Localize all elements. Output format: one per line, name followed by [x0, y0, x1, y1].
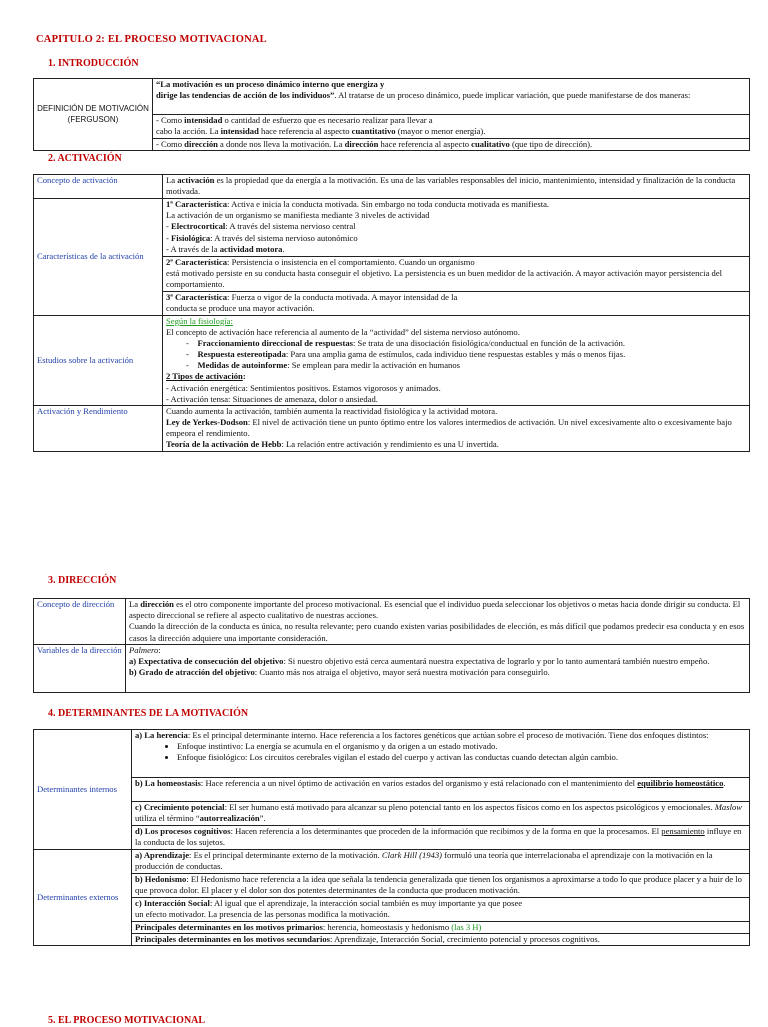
activacion-concepto: La activación es la propiedad que da energía a la motivación. Es una de las variables responsables del inicio, mantenimiento, intensidad y finalización de la conducta motivada. — [163, 175, 750, 199]
activacion-caract-label: Características de la activación — [34, 199, 163, 316]
quote-line-1: “La motivación es un proceso dinámico interno que energiza y — [156, 79, 385, 89]
enfoque-fisiologico: • Enfoque fisiológico: Los circuitos cerebrales vigilan el estado del cuerpo y activan las conductas cuando detectan algún cambio. — [177, 752, 746, 763]
caracteristica-2: 2ª Característica: Persistencia o insistencia en el comportamiento. Cuando un organismo está motivado persiste en su conducta hasta conseguir el objetivo. La persistencia es un buen medidor de la activación. A mayor activación mayor persistencia del comportamiento. — [163, 257, 750, 292]
direccion-concepto: La dirección es el otro componente importante del proceso motivacional. Es esencial que el individuo pueda seleccionar los objetivos o metas hacia donde dirigir su conducta. El aspecto direccional se refiere al aspecto cualitativo de nuestras acciones. Cuando la dirección de la conducta es única, no resulta relevante; pero cuando existen varias posibilidades de elección, es más difícil que podamos predecir esa conducta y en esos casos la dirección adquiere una importante consideración. — [126, 599, 750, 645]
caracteristica-3: 3ª Característica: Fuerza o vigor de la conducta motivada. A mayor intensidad de la conducta se produce una mayor activación. — [163, 291, 750, 315]
interaccion-social: c) Interacción Social: Al igual que el aprendizaje, la interacción social también es muy importante ya que posee un efecto motivador. La presencia de las personas modifica la motivación. — [132, 898, 750, 922]
quote-line-2: dirige las tendencias de acción de los individuos” — [156, 90, 335, 101]
motivos-primarios: Principales determinantes en los motivos primarios: herencia, homeostasis y hedonismo (las 3 H) — [132, 922, 750, 934]
intro-label: DEFINICIÓN DE MOTIVACIÓN (FERGUSON) — [34, 79, 153, 151]
section-heading-activacion: 2. ACTIVACIÓN — [48, 153, 122, 164]
hedonismo: b) Hedonismo: El Hedonismo hace referencia a la idea que señala la tendencia generalizada que tienen los organismos a aproximarse a todo lo que produce placer y a huir de lo que provoca dolor. El placer y el dolor son dos potentes determinantes de la conducta que producen motivación. — [132, 874, 750, 898]
direccion-variables: Palmero: a) Expectativa de consecución del objetivo: Si nuestro objetivo está cerca aumentará nuestra expectativa de lograrlo y por lo tanto aumentará también nuestro empeño. b) Grado de atracción del objetivo: Cuanto más nos atraiga el objetivo, mayor será nuestra motivación para conseguirlo. — [126, 645, 750, 693]
herencia: a) La herencia: Es el principal determinante interno. Hace referencia a los factores genéticos que actúan sobre el proceso de motivación. Tiene dos enfoques distintos: • Enfoque instintivo: La energía se acumula en el organismo y da origen a un estado motivado. • Enfoque fisiológico: Los circuitos cerebrales vigilan el estado del cuerpo y activan las conductas cuando detectan algún cambio. — [132, 730, 750, 778]
caracteristica-1: 1ª Característica: Activa e inicia la conducta motivada. Sin embargo no toda conducta motivada es manifiesta. La activación de un organismo se manifiesta mediante 3 niveles de actividad - Electrocortical: A través del sistema nervioso central - Fisiológica: A través del sistema nervioso autonómico - A través de la actividad motora. — [163, 199, 750, 257]
section-heading-introduccion: 1. INTRODUCCIÓN — [48, 58, 139, 69]
intro-definition — [153, 79, 750, 115]
procesos-cognitivos: d) Los procesos cognitivos: Hacen referencia a los determinantes que proceden de la información que recibimos y de la forma en que la procesamos. El pensamiento influye en la conducta de los sujetos. — [132, 826, 750, 850]
intro-table — [33, 78, 750, 151]
enfoque-instintivo: • Enfoque instintivo: La energía se acumula en el organismo y da origen a un estado motivado. — [177, 741, 746, 752]
direccion-table — [33, 598, 750, 693]
intro-direccion: - Como dirección a donde nos lleva la motivación. La dirección hace referencia al aspecto cualitativo (que tipo de dirección). — [153, 139, 750, 151]
direccion-concepto-label: Concepto de dirección — [34, 599, 126, 645]
estudios-activacion: Según la fisiología: El concepto de activación hace referencia al aumento de la “actividad” del sistema nervioso autónomo. - Fraccionamiento direccional de respuestas: Se trata de una disociación fisiológica/conductual en función de la activación. - Respuesta estereotipada: Para una amplia gama de estímulos, cada individuo tiene respuestas estables y más o menos fijas. - Medidas de autoinforme: Se emplean para medir la activación en humanos 2 Tipos de activación: - Activación energética: Sentimientos positivos. Estamos vigorosos y animados. - Activación tensa: Situaciones de amenaza, dolor o ansiedad. — [163, 315, 750, 405]
activacion-concepto-label: Concepto de activación — [34, 175, 163, 199]
page-title: CAPITULO 2: EL PROCESO MOTIVACIONAL — [36, 34, 267, 45]
activacion-estudios-label: Estudios sobre la activación — [34, 315, 163, 405]
activacion-table — [33, 174, 750, 452]
activacion-rendimiento-label: Activación y Rendimiento — [34, 405, 163, 451]
determinantes-externos-label: Determinantes externos — [34, 850, 132, 946]
section-heading-direccion: 3. DIRECCIÓN — [48, 575, 117, 586]
crecimiento-potencial: c) Crecimiento potencial: El ser humano está motivado para alcanzar su pleno potencial tanto en los aspectos físicos como en los aspectos psicológicos y emocionales. Maslow utiliza el término “autorrealización”. — [132, 802, 750, 826]
homeostasis: b) La homeostasis: Hace referencia a un nivel óptimo de activación en varios estados del organismo y está relacionado con el mantenimiento del equilibrio homeostático. — [132, 778, 750, 802]
aprendizaje: a) Aprendizaje: Es el principal determinante externo de la motivación. Clark Hill (1943) formuló una teoría que interrelacionaba el aprendizaje con la motivación en la producción de conductas. — [132, 850, 750, 874]
activacion-rendimiento: Cuando aumenta la activación, también aumenta la reactividad fisiológica y la actividad motora. Ley de Yerkes-Dodson: El nivel de activación tiene un punto óptimo entre los valores intermedios de activación. Un nivel excesivamente alto o excesivamente bajo empeora el rendimiento. Teoría de la activación de Hebb: La relación entre activación y rendimiento es una U invertida. — [163, 405, 750, 451]
determinantes-table — [33, 729, 750, 946]
motivos-secundarios: Principales determinantes en los motivos secundarios: Aprendizaje, Interacción Social, crecimiento potencial y procesos cognitivos. — [132, 934, 750, 946]
definition-rest: . Al tratarse de un proceso dinámico, puede implicar variación, que puede manifestarse de dos maneras: — [334, 90, 691, 101]
intro-intensidad: - Como intensidad o cantidad de esfuerzo que es necesario realizar para llevar a cabo la acción. La intensidad hace referencia al aspecto cuantitativo (mayor o menor energía). — [153, 115, 750, 139]
direccion-variables-label: Variables de la dirección — [34, 645, 126, 693]
section-heading-determinantes: 4. DETERMINANTES DE LA MOTIVACIÓN — [48, 708, 249, 719]
determinantes-internos-label: Determinantes internos — [34, 730, 132, 850]
section-heading-proceso: 5. EL PROCESO MOTIVACIONAL — [48, 1015, 206, 1026]
